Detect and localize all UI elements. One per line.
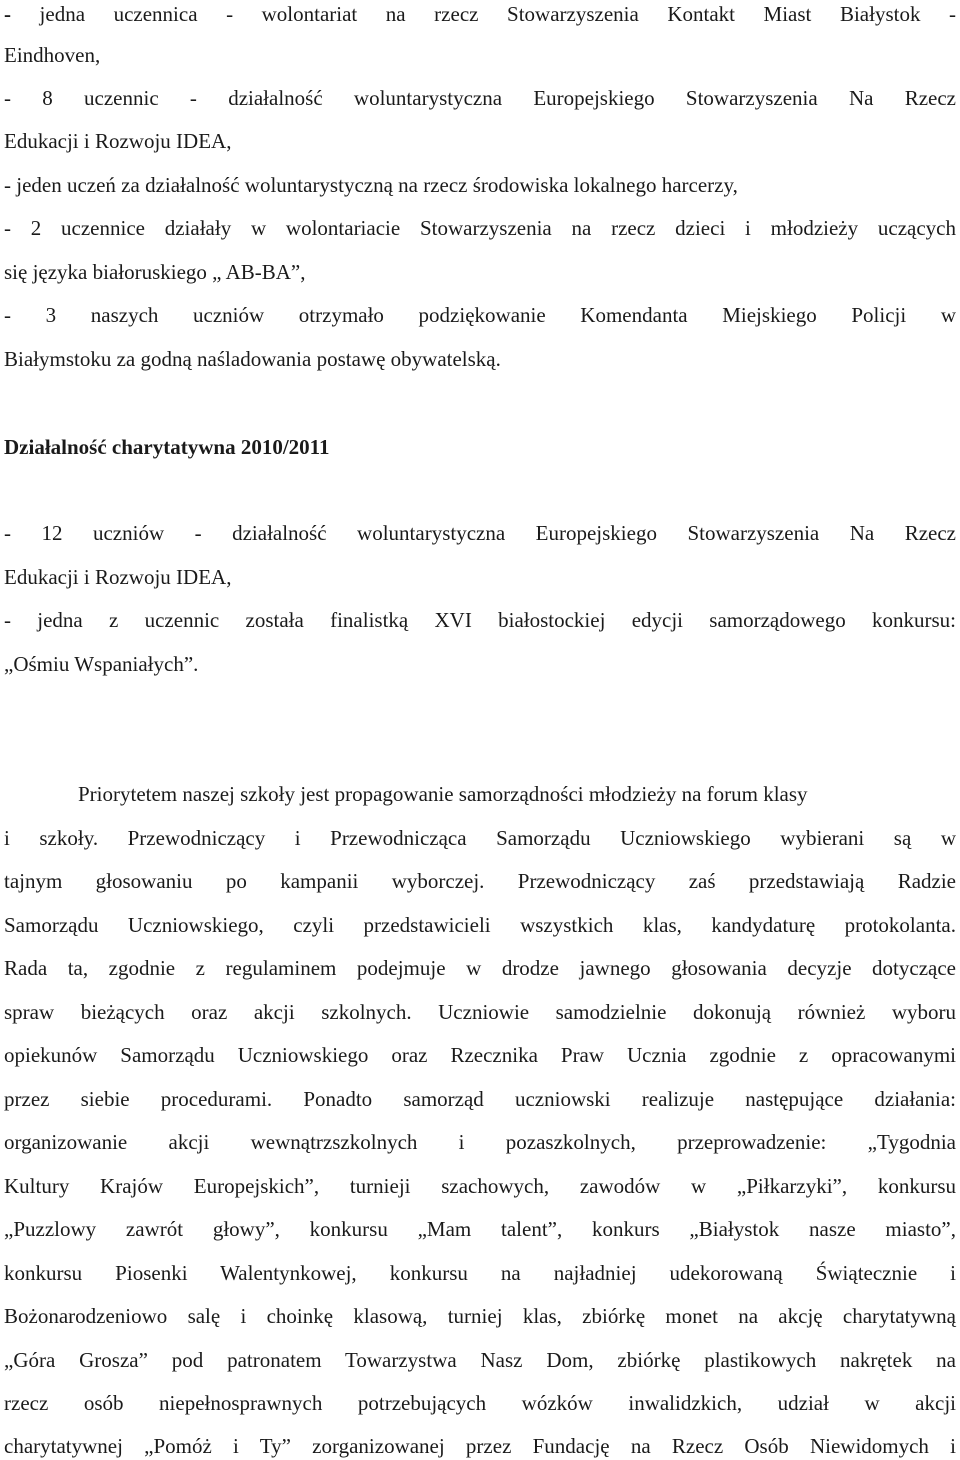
text-line: spraw bieżących oraz akcji szkolnych. Uczniowie samodzielnie dokonują również wyboru (4, 1000, 956, 1024)
text-line: Bożonarodzeniowo salę i choinkę klasową, turniej klas, zbiórkę monet na akcję charytatywną (4, 1304, 956, 1328)
text-line: i szkoły. Przewodniczący i Przewodnicząca Samorządu Uczniowskiego wybierani są w (4, 826, 956, 850)
text-line: Białymstoku za godną naśladowania postawę obywatelską. (4, 347, 501, 371)
text-line: Kultury Krajów Europejskich”, turnieji szachowych, zawodów w „Piłkarzyki”, konkursu (4, 1174, 956, 1198)
text-line: „Góra Grosza” pod patronatem Towarzystwa Nasz Dom, zbiórkę plastikowych nakrętek na (4, 1348, 956, 1372)
text-line: się języka białoruskiego „ AB-BA”, (4, 260, 306, 284)
text-line: tajnym głosowaniu po kampanii wyborczej. Przewodniczący zaś przedstawiają Radzie (4, 869, 956, 893)
text-line: - 3 naszych uczniów otrzymało podziękowanie Komendanta Miejskiego Policji w (4, 303, 956, 327)
text-line: „Puzzlowy zawrót głowy”, konkursu „Mam talent”, konkurs „Białystok nasze miasto”, (4, 1217, 956, 1241)
text-line: - 2 uczennice działały w wolontariacie Stowarzyszenia na rzecz dzieci i młodzieży uczących (4, 216, 956, 240)
text-line: Edukacji i Rozwoju IDEA, (4, 129, 232, 153)
text-line: organizowanie akcji wewnątrzszkolnych i pozaszkolnych, przeprowadzenie: „Tygodnia (4, 1130, 956, 1154)
text-line: - jedna z uczennic została finalistką XVI białostockiej edycji samorządowego konkursu: (4, 608, 956, 632)
text-line: Eindhoven, (4, 43, 101, 67)
text-line: - jedna uczennica - wolontariat na rzecz Stowarzyszenia Kontakt Miast Białystok - (4, 2, 956, 26)
text-line: Edukacji i Rozwoju IDEA, (4, 565, 232, 589)
text-line: Samorządu Uczniowskiego, czyli przedstawicieli wszystkich klas, kandydaturę protokolanta. (4, 913, 956, 937)
text-line: rzecz osób niepełnosprawnych potrzebujących wózków inwalidzkich, udział w akcji (4, 1391, 956, 1415)
text-line: - jeden uczeń za działalność woluntarystyczną na rzecz środowiska lokalnego harcerzy, (4, 173, 738, 197)
text-line: przez siebie procedurami. Ponadto samorząd uczniowski realizuje następujące działania: (4, 1087, 956, 1111)
text-line: konkursu Piosenki Walentynkowej, konkursu na najładniej udekorowaną Świątecznie i (4, 1261, 956, 1285)
text-line: opiekunów Samorządu Uczniowskiego oraz Rzecznika Praw Ucznia zgodnie z opracowanymi (4, 1043, 956, 1067)
paragraph-first-line: Priorytetem naszej szkoły jest propagowanie samorządności młodzieży na forum klasy (78, 782, 808, 806)
text-line: „Ośmiu Wspaniałych”. (4, 652, 199, 676)
text-line: - 12 uczniów - działalność woluntarystyczna Europejskiego Stowarzyszenia Na Rzecz (4, 521, 956, 545)
text-line: Rada ta, zgodnie z regulaminem podejmuje w drodze jawnego głosowania decyzje dotyczące (4, 956, 956, 980)
section-heading: Działalność charytatywna 2010/2011 (4, 435, 330, 459)
text-line: - 8 uczennic - działalność woluntarystyczna Europejskiego Stowarzyszenia Na Rzecz (4, 86, 956, 110)
text-line: charytatywnej „Pomóż i Ty” zorganizowanej przez Fundację na Rzecz Osób Niewidomych i (4, 1434, 956, 1458)
